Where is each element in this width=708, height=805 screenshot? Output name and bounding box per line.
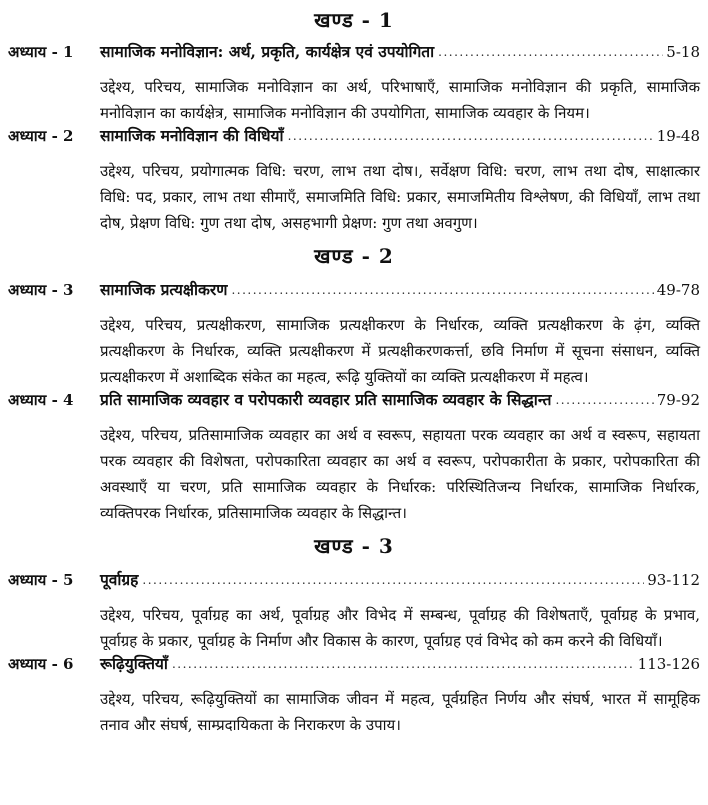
section-1 [8,8,700,236]
chapter-page-range: 113-126 [637,655,700,673]
chapter-title: सामाजिक मनोविज्ञान: अर्थ, प्रकृति, कार्यक्षेत्र एवं उपयोगिता [100,42,435,61]
chapter-label: अध्याय - 2 [8,127,74,145]
chapter-page-range: 5-18 [666,43,700,61]
chapter-page-range: 93-112 [647,571,700,589]
section-3 [8,534,700,738]
chapter-title: पूर्वाग्रह [100,570,139,589]
dotted-leader [172,654,635,674]
chapter-label: अध्याय - 4 [8,391,74,409]
toc-entry-chapter-4 [8,390,700,412]
chapter-description: उद्देश्य, परिचय, पूर्वाग्रह का अर्थ, पूर्वाग्रह और विभेद में सम्बन्ध, पूर्वाग्रह की विशेषताएँ, पूर्वाग्रह के प्रभाव, पूर्वाग्रह के प्रकार, पूर्वाग्रह के निर्माण और विकास के कारण, पूर्वाग्रह एवं विभेद को कम करने की विधियाँ। [100,606,700,650]
toc-entry-chapter-1 [8,42,700,64]
chapter-page-range: 49-78 [656,281,700,299]
chapter-main [100,570,700,592]
section-heading: खण्ड - 2 [314,244,394,268]
dotted-leader [555,390,653,410]
toc-entry-chapter-6 [8,654,700,676]
section-2 [8,244,700,526]
chapter-main [100,280,700,302]
chapter-page-range: 79-92 [656,391,700,409]
dotted-leader [231,280,653,300]
chapter-description: उद्देश्य, परिचय, सामाजिक मनोविज्ञान का अर्थ, परिभाषाएँ, सामाजिक मनोविज्ञान की प्रकृति, सामाजिक मनोविज्ञान का कार्यक्षेत्र, सामाजिक मनोविज्ञान की उपयोगिता, सामाजिक व्यवहार के नियम। [100,78,700,122]
chapter-label: अध्याय - 6 [8,655,74,673]
chapter-description: उद्देश्य, परिचय, प्रत्यक्षीकरण, सामाजिक प्रत्यक्षीकरण के निर्धारक, व्यक्ति प्रत्यक्षीकरण के ढ़ंग, व्यक्ति प्रत्यक्षीकरण के निर्धारक, व्यक्ति प्रत्यक्षीकरण में प्रत्यक्षीकरणकर्त्ता, छवि निर्माण में सूचना संसाधन, व्यक्ति प्रत्यक्षीकरण में अशाब्दिक संकेत का महत्व, रूढ़ि युक्तियों का व्यक्ति प्रत्यक्षीकरण में महत्व। [100,316,700,386]
chapter-description: उद्देश्य, परिचय, प्रतिसामाजिक व्यवहार का अर्थ व स्वरूप, सहायता परक व्यवहार का अर्थ व स्वरूप, सहायता परक व्यवहार की विशेषता, परोपकारिता व्यवहार का अर्थ व स्वरूप, परोपकारीता के प्रकार, परोपकारिता की अवस्थाएँ या चरण, प्रति सामाजिक व्यवहार के निर्धारक: परिस्थितिजन्य निर्धारक, सामाजिक निर्धारक, व्यक्तिपरक निर्धारक, प्रतिसामाजिक व्यवहार के सिद्धान्त। [100,426,700,522]
chapter-main [100,126,700,148]
chapter-title: सामाजिक मनोविज्ञान की विधियाँ [100,126,284,145]
dotted-leader [288,126,654,146]
toc-entry-chapter-2 [8,126,700,148]
chapter-title: रूढ़ियुक्तियाँ [100,654,168,673]
chapter-page-range: 19-48 [656,127,700,145]
chapter-label: अध्याय - 1 [8,43,74,61]
chapter-main [100,390,700,412]
dotted-leader [142,570,644,590]
section-heading: खण्ड - 1 [314,8,394,32]
section-heading: खण्ड - 3 [314,534,394,558]
chapter-title: सामाजिक प्रत्यक्षीकरण [100,280,228,299]
chapter-description: उद्देश्य, परिचय, रूढ़ियुक्तियों का सामाजिक जीवन में महत्व, पूर्वग्रहित निर्णय और संघर्ष, भारत में सामूहिक तनाव और संघर्ष, साम्प्रदायिकता के निराकरण के उपाय। [100,690,700,734]
chapter-label: अध्याय - 3 [8,281,74,299]
chapter-title: प्रति सामाजिक व्यवहार व परोपकारी व्यवहार प्रति सामाजिक व्यवहार के सिद्धान्त [100,390,552,409]
chapter-label: अध्याय - 5 [8,571,74,589]
toc-entry-chapter-3 [8,280,700,302]
toc-entry-chapter-5 [8,570,700,592]
dotted-leader [438,42,663,62]
chapter-main [100,654,700,676]
chapter-main [100,42,700,64]
chapter-description: उद्देश्य, परिचय, प्रयोगात्मक विधि: चरण, लाभ तथा दोष।, सर्वेक्षण विधि: चरण, लाभ तथा दोष, साक्षात्कार विधि: पद, प्रकार, लाभ तथा सीमाएँ, समाजमिति विधि: प्रकार, समाजमितीय विश्लेषण, की विधियाँ, लाभ तथा दोष, प्रेक्षण विधि: गुण तथा दोष, असहभागी प्रेक्षण: गुण तथा अवगुण। [100,162,700,232]
